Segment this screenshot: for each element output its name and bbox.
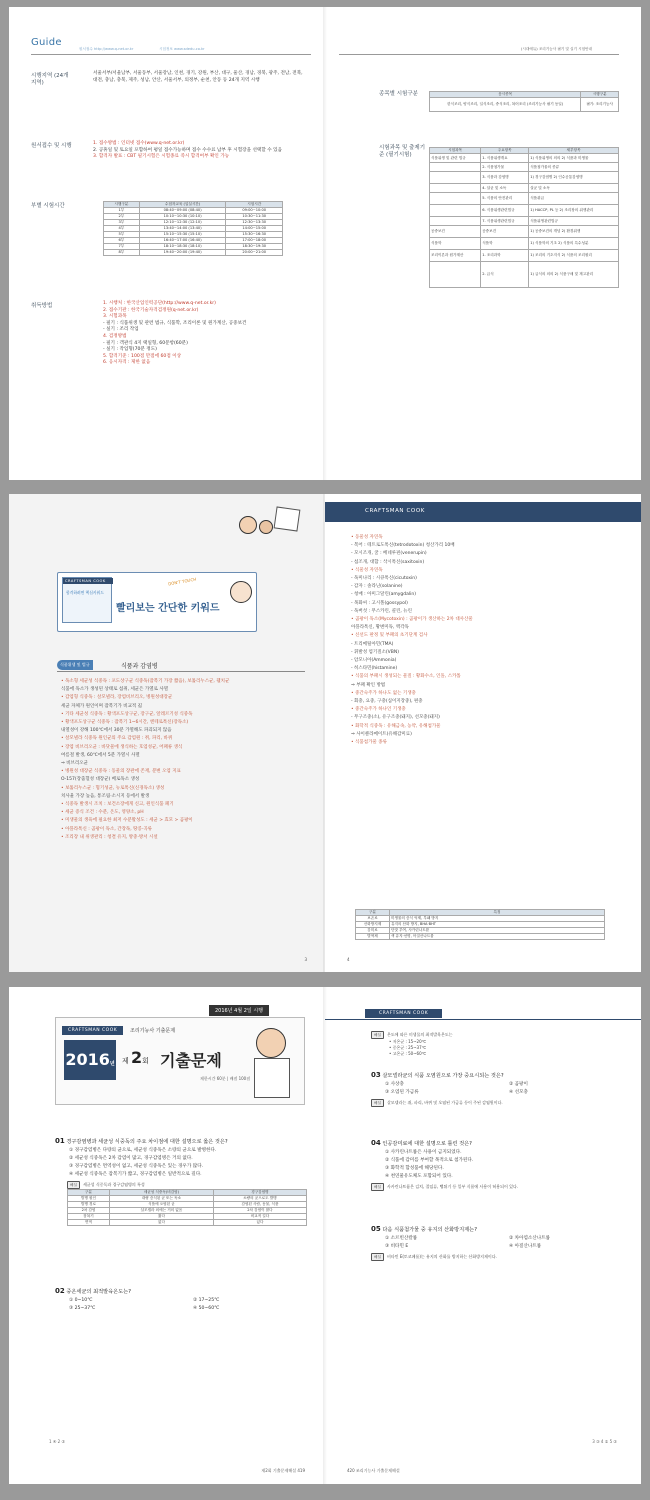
subj-cell: 7. 식품위생관련법규 [481, 217, 529, 226]
sched-cell: 5부 [104, 232, 140, 238]
sched-cell: 14:00~15:00 [226, 226, 283, 232]
page-number: 제2회 기출문제해설 419 [261, 1468, 305, 1473]
q4-option[interactable]: ② 식품에 감미를 부여할 목적으로 첨가된다. [385, 1158, 474, 1163]
acquire-label: 취득방법 [31, 303, 53, 309]
bullet-line: ⇒ 사이클라메이트(유해감미료) [351, 731, 412, 737]
acq-item: 2. 접수기관 : 한국기술자격검정원(q-net.or.kr) [103, 307, 199, 313]
q2-hint-line: • 중온균 : 25~37℃ [389, 1045, 427, 1050]
q1-option[interactable]: ③ 경구감염병은 면역성이 없고, 세균성 식중독은 있는 경우가 많다. [69, 1164, 204, 1169]
bullet-line: - 감자 : 솔라닌(solanine) [351, 584, 403, 590]
q2-option[interactable]: ④ 50~60℃ [193, 1306, 220, 1311]
field-head: 시행구분 [581, 92, 619, 98]
subj-cell: 2. 식품첨가물 [481, 163, 529, 172]
question-5 [371, 1225, 633, 1261]
cover-round-label [122, 1048, 149, 1067]
subj-cell: 공중보건 [481, 226, 529, 238]
bullet-line: • 장염 비브리오균 : 바닷물에 생식하는 호염성균, 어패류 생식 [61, 744, 183, 750]
q3-text: 살모넬라균의 식품 오염원으로 가장 중요시되는 것은? [382, 1073, 504, 1079]
additive-head: 특징 [390, 910, 605, 916]
left-bullet-list [61, 678, 307, 842]
question-2 [55, 1287, 317, 1313]
q3-option[interactable]: ② 곰팡이 [509, 1082, 528, 1087]
page-number: 3 [304, 957, 307, 962]
bullet-line: - 휘발성 염기질소(VBN) [351, 649, 399, 655]
sched-cell: 08:40~09:00 (08:40) [139, 208, 226, 214]
bullet-line: • 곰팡이 독소(Mycotoxin) : 곰팡이가 생산하는 2차 대사산물 [351, 617, 473, 623]
sched-cell: 13:40~14:00 (13:40) [139, 226, 226, 232]
q4-hint-text: 사카린나트륨은 김치, 절임류, 뻥튀기 등 일부 식품에 사용이 허용되어 있다. [386, 1184, 519, 1189]
q4-hint [371, 1183, 633, 1191]
sched-cell: 12:10~12:30 (12:10) [139, 220, 226, 226]
subj-cell: 식품취급 [529, 193, 619, 205]
q3-hint-text: 살모넬라는 쥐, 파리, 바퀴 및 오염된 가금류 등이 주된 감염원이다. [386, 1100, 503, 1105]
q1-option[interactable]: ① 경구감염병은 다량의 균으로, 세균성 식중독은 소량의 균으로 발병한다. [69, 1148, 217, 1153]
q3-options [371, 1081, 633, 1097]
acq-item: 5. 합격기준 : 100점 만점에 60점 이상 [103, 353, 182, 359]
sched-cell: 2부 [104, 214, 140, 220]
cover-meta: 제한시간 60분 | 배점 100점 [200, 1076, 251, 1081]
q1-cell: 2차 감염이 많다 [213, 1208, 306, 1214]
right-header-brand: CRAFTSMAN COOK [365, 1009, 442, 1018]
bullet-line: 치사율 가장 높음, 통조림·소시지 등에서 발생 [61, 793, 150, 799]
sched-cell: 10:10~10:30 (10:10) [139, 214, 226, 220]
sched-cell: 18:10~18:30 (18:10) [139, 244, 226, 250]
sched-head: 시험시간 [226, 202, 283, 208]
page-number: 4 [347, 957, 350, 962]
additive-head: 구분 [356, 910, 390, 916]
bullet-line: - 독버섯 : 무스카린, 콜린, 뉴린 [351, 608, 412, 614]
header-rule [31, 54, 311, 55]
subj-cell [430, 163, 481, 172]
bullet-line: • 아플라톡신 : 곰팡이 독소, 간장독, 땅콩·곡류 [61, 826, 152, 832]
schedule-table [103, 201, 283, 256]
q1-cell: 소량의 균으로도 발병 [213, 1196, 306, 1202]
q5-option[interactable]: ① 소르빈산칼륨 [385, 1236, 418, 1241]
q1-head: 경구감염병 [213, 1190, 306, 1196]
subj-cell [430, 193, 481, 205]
bullet-line: • 보툴리누스균 : 혐기성균, 뉴로톡신(신경독소) 생성 [61, 785, 165, 791]
sched-cell: 17:00~18:00 [226, 238, 283, 244]
answer-key-right: 3 ③ 4 ① 5 ③ [592, 1439, 617, 1444]
answer-key-left: 1 ④ 2 ③ [49, 1439, 66, 1444]
bullet-line: • 식중독 발생시 조치 : 보건소장에게 신고, 원인식품 폐기 [61, 802, 174, 808]
schedule-label: 부별 시험시간 [31, 203, 65, 209]
subj-cell: 1) 조리의 기초지식 2) 식품의 조리원리 [529, 250, 619, 262]
section-header [57, 660, 305, 672]
sched-cell: 6부 [104, 238, 140, 244]
bullet-line: • 황색포도상구균 식중독 : 잠복기 1~6시간, 엔테로톡신(장독소) [61, 720, 189, 726]
bullet-line: • 식품의 부패시 생성되는 물질 : 황화수소, 인돌, 스카톨 [351, 674, 461, 680]
q1-number: 01 [55, 1137, 65, 1145]
q5-hint [371, 1253, 633, 1261]
q4-option[interactable]: ③ 화학적 합성품에 해당된다. [385, 1166, 444, 1171]
bullet-line: • 독소형 세균성 식중독 : 포도상구균 식중독(잠복기 가장 짧음), 보툴리누스균, 웰치균 [61, 679, 230, 684]
bullet-line: 아플라톡신, 황변미독, 맥각독 [351, 625, 409, 631]
page-number: 420 조리기능사 기출문제해설 [347, 1468, 400, 1473]
cover-round: 2 [131, 1048, 143, 1067]
sched-cell: 16:40~17:00 (16:40) [139, 238, 226, 244]
cover-brand: CRAFTSMAN COOK [62, 1026, 123, 1035]
q1-cell: 짧다 [109, 1214, 213, 1220]
spread-keywords [9, 494, 641, 972]
question-3 [371, 1071, 633, 1107]
field-cell: 한식조리, 양식조리, 일식조리, 중식조리, 복어조리 (조리기능사 필기 동일) [430, 98, 581, 112]
additive-cell: 색 유지·선명, 아질산나트륨 [390, 934, 605, 940]
apply-item: 2. 공휴일 및 토요일 포함하여 평일 접수가능하며 접수 수수료 납부 후 시험장을 선택할 수 있음 [93, 147, 283, 153]
q4-options [371, 1149, 633, 1181]
q1-options [55, 1147, 317, 1179]
q1-table [67, 1189, 307, 1226]
field-table [429, 91, 619, 112]
acq-item: 6. 응시자격 : 제한 없음 [103, 360, 151, 366]
hint-tag: 해설 [371, 1253, 384, 1261]
bullet-line: - 청매 : 아미그달린(amygdalin) [351, 592, 416, 598]
q1-cell: 감염된 사람, 동물, 식품 [213, 1202, 306, 1208]
subj-head: 주요항목 [481, 148, 529, 154]
sched-cell: 12:30~13:30 [226, 220, 283, 226]
bullet-line: • 중간숙주가 하나도 없는 기생충 [351, 690, 416, 696]
sched-head: 시행구분 [104, 202, 140, 208]
q2-option[interactable]: ① 0~10℃ [69, 1298, 93, 1303]
right-bullet-list [351, 534, 623, 747]
acq-item: - 필기 : 객관식 4지 택일형, 60문항(60분) [103, 340, 188, 346]
bullet-line: ⇒ 비브리오균 [61, 761, 88, 767]
section-title: 식품과 감염병 [121, 663, 158, 670]
subj-cell: 5. 식품의 안전관리 [481, 193, 529, 205]
sched-head: 수험자교육 (입실시간) [139, 202, 226, 208]
bullet-line: • 병원성 대장균 식중독 : 동물의 장관에 존재, 분변 오염 지표 [61, 769, 181, 775]
cover-series: 조리기능사 기출문제 [130, 1028, 176, 1034]
subj-cell: 식품첨가물의 종류 [529, 163, 619, 172]
exam-date-badge: 2016년 4월 2일 시행 [209, 1005, 269, 1016]
additive-cell: 단맛 부여, 사카린나트륨 [390, 928, 605, 934]
subj-cell: 공중보건 [430, 226, 481, 238]
sched-cell: 15:30~16:30 [226, 232, 283, 238]
dont-touch-text: DON'T TOUCH [167, 576, 197, 587]
q1-option[interactable]: ④ 세균성 식중독은 잠복기가 짧고, 경구감염병은 일반적으로 길다. [69, 1172, 202, 1177]
bullet-line: 내열성이 강해 100℃에서 30분 가열해도 파괴되지 않음 [61, 728, 172, 734]
additive-cell: 보존료 [356, 916, 390, 922]
subj-head: 시험과목 [430, 148, 481, 154]
q1-hint-text: 세균성 식중독과 경구감염병의 특성 [82, 1182, 145, 1187]
bullet-line: • 조리장 내 위생관리 : 청결 유지, 방충·방서 시설 [61, 834, 158, 840]
cover-character [256, 1028, 286, 1058]
acquire-list [103, 301, 315, 367]
apply-label: 원서접수 및 시행 [31, 143, 72, 149]
bullet-line: - 트리메틸아민(TMA) [351, 641, 394, 647]
bullet-line: • 미생물의 생육에 필요한 최저 수분활성도 : 세균 > 효모 > 곰팡이 [61, 818, 193, 824]
subj-cell: 1. 조리과학 [481, 250, 529, 262]
sched-cell: 3부 [104, 220, 140, 226]
subject-table [429, 147, 619, 288]
sched-cell: 15:10~15:30 (15:10) [139, 232, 226, 238]
subject-label: 시험과목 및 출제기준 (필기시험) [379, 145, 426, 158]
teacher-avatar [230, 581, 252, 603]
cover-year: 2016 [65, 1050, 110, 1069]
additive-cell: 발색제 [356, 934, 390, 940]
subj-cell: 식품위생관련법규 [529, 217, 619, 226]
guide-title: Guide [31, 37, 62, 48]
subj-cell [430, 205, 481, 217]
character-avatar [259, 520, 273, 534]
field-cell: 필기: 조리기능사 [581, 98, 619, 112]
bullet-line: • 감염형 식중독 : 살모넬라, 장염비브리오, 병원성대장균 [61, 695, 173, 701]
question-4 [371, 1139, 633, 1191]
page-left-guide [9, 7, 325, 480]
q1-head: 구분 [68, 1190, 110, 1196]
subj-cell: 살균 및 소독 [529, 184, 619, 193]
q1-head: 세균성 식중독(비감염) [109, 1190, 213, 1196]
q3-number: 03 [371, 1071, 381, 1079]
page-right-exam [325, 987, 641, 1484]
q5-option[interactable]: ② 차아염소산나트륨 [509, 1236, 551, 1241]
q5-option[interactable]: ④ 아질산나트륨 [509, 1244, 542, 1249]
keyword-title: 빨리보는 간단한 키워드 [116, 603, 220, 614]
sched-cell: 09:00~10:00 [226, 208, 283, 214]
q2-number: 02 [55, 1287, 65, 1295]
q3-option[interactable]: ① 사상충 [385, 1082, 404, 1087]
bullet-line: • 중간숙주가 하나인 기생충 [351, 707, 406, 713]
page-right-keywords [325, 494, 641, 972]
box-subtitle: 합격하려면 핵심키워드 [66, 590, 104, 595]
spread-guide [9, 7, 641, 480]
bullet-line: ⇒ 부패 확인 방법 [351, 682, 386, 688]
box-title: CRAFTSMAN COOK [63, 578, 113, 584]
sched-cell: 4부 [104, 226, 140, 232]
q1-cell: 2차 감염 [68, 1208, 110, 1214]
subj-cell [430, 262, 481, 288]
subj-cell: 1) 식품학의 기초 2) 식품의 특수성분 [529, 238, 619, 250]
sched-cell: 8부 [104, 250, 140, 256]
q2-text: 중온세균의 최적발육온도는? [66, 1289, 131, 1295]
q1-cell: 면역 [68, 1220, 110, 1226]
q4-option[interactable]: ① 사카린나트륨은 사용이 금지되었다. [385, 1150, 462, 1155]
q1-cell: 살모넬라 외에는 거의 없음 [109, 1208, 213, 1214]
apply-item: 3. 합격자 발표 : CBT 필기시험은 시험종료 즉시 합격여부 확인 가능 [93, 154, 230, 160]
acq-item: - 실기 : 조리 작업 [103, 327, 139, 333]
subj-cell: 식품학 [430, 238, 481, 250]
bullet-line: - 무구조충(소), 유구조충(돼지), 선모충(돼지) [351, 715, 440, 721]
page-left-exam [9, 987, 325, 1484]
subj-cell: 1) 경구감염병 2) 인수공통감염병 [529, 172, 619, 184]
q3-option[interactable]: ③ 오염된 가금류 [385, 1090, 419, 1095]
q4-number: 04 [371, 1139, 381, 1147]
subj-cell: 식품학 [481, 238, 529, 250]
header-rule [325, 1019, 641, 1020]
sched-cell: 19:40~20:00 (19:40) [139, 250, 226, 256]
q1-option[interactable]: ② 세균성 식중독은 2차 감염이 많고, 경구감염병은 거의 없다. [69, 1156, 193, 1161]
subj-cell: 6. 식품위생관련법규 [481, 205, 529, 217]
banner-title: CRAFTSMAN COOK [365, 508, 425, 514]
bullet-line: - 섭조개, 대합 : 삭시톡신(saxitoxin) [351, 559, 425, 565]
subj-cell: 1) 공중보건의 개념 2) 환경위생 [529, 226, 619, 238]
q2-hint-line: • 저온균 : 15~20℃ [389, 1039, 427, 1044]
bullet-line: 세균 자체가 원인이며 잠복기가 비교적 긺 [61, 703, 143, 709]
cover-hoe: 회 [142, 1057, 149, 1065]
bullet-line: • 살모넬라 식중독 원인균의 주요 감염원 : 쥐, 파리, 바퀴 [61, 736, 173, 742]
bullet-line: • 식물성 자연독 [351, 567, 383, 573]
subj-cell: 1) 식품위생의 의의 2) 식품과 미생물 [529, 154, 619, 163]
additive-table [355, 909, 605, 940]
sched-cell: 18:30~19:30 [226, 244, 283, 250]
bullet-line: O-157(장출혈성 대장균) 베로독소 생성 [61, 777, 140, 783]
q1-cell: 비교적 길다 [213, 1214, 306, 1220]
q1-cell: 있다 [213, 1220, 306, 1226]
section-tag: 식품위생 및 법규 [57, 660, 93, 670]
header-rule-right [339, 54, 619, 55]
cover-year-suffix: 년 [109, 1061, 115, 1067]
bullet-line: - 목화씨 : 고시폴(gossypol) [351, 600, 408, 606]
spread-exam [9, 987, 641, 1484]
sched-cell: 20:00~21:00 [226, 250, 283, 256]
subj-cell: 식품위생 및 관련 법규 [430, 154, 481, 163]
q2-options [55, 1297, 317, 1313]
additive-cell: 미생물의 증식 억제, 부패 방지 [390, 916, 605, 922]
cover-character-body [254, 1058, 290, 1098]
bullet-line: • 화학적 식중독 : 유해금속, 농약, 유해첨가물 [351, 723, 441, 729]
additive-cell: 감미료 [356, 928, 390, 934]
bullet-line: - 히스타민(histamine) [351, 666, 398, 672]
q5-hint-text: 비타민 E(토코페롤)는 유지의 산화를 방지하는 산화방지제이다. [386, 1254, 497, 1259]
acq-item: 3. 시험과목 [103, 314, 127, 320]
q5-options [371, 1235, 633, 1251]
bullet-line: 식품에 독소가 생성된 상태로 섭취, 세균은 가열로 사멸 [61, 687, 169, 693]
question-1 [55, 1137, 317, 1226]
hint-tag: 해설 [67, 1181, 80, 1189]
subj-cell: 2. 급식 [481, 262, 529, 288]
sched-cell: 1부 [104, 208, 140, 214]
hint-tag: 해설 [371, 1031, 384, 1039]
subj-cell [430, 217, 481, 226]
subj-cell [430, 172, 481, 184]
page-right-guide [325, 7, 641, 480]
field-label: 종목별 시험구분 [379, 91, 418, 97]
q2-option[interactable]: ③ 25~37℃ [69, 1306, 96, 1311]
subj-cell: 조리이론과 원가계산 [430, 250, 481, 262]
q2-hint [371, 1031, 621, 1057]
subj-cell: 1) 급식의 의의 2) 식품구매 및 재고관리 [529, 262, 619, 288]
q1-cell: 잠복기 [68, 1214, 110, 1220]
q1-hint [55, 1181, 317, 1189]
q2-hint-line: 온도에 따른 미생물의 최적발육온도는 [386, 1032, 453, 1037]
hint-tag: 해설 [371, 1183, 384, 1191]
acq-item: 1. 시행처 : 한국산업인력공단(http://www.q-net.or.kr) [103, 301, 216, 306]
q4-option[interactable]: ④ 천연물유도체도 포함되어 있다. [385, 1174, 453, 1179]
bullet-line: - 모시조개, 굴 : 베네루핀(venerupin) [351, 551, 427, 557]
q1-cell: 발병 경로 [68, 1202, 110, 1208]
acq-item: - 실기 : 작업형(70분 정도) [103, 347, 157, 353]
page-left-keywords [9, 494, 325, 972]
note-icon [274, 506, 301, 531]
character-avatar [239, 516, 257, 534]
q1-cell: 발병 원인 [68, 1196, 110, 1202]
bullet-line: - 독미나리 : 시큐톡신(cicutoxin) [351, 576, 417, 582]
cover-je: 제 [122, 1057, 129, 1065]
field-head: 응시종목 [430, 92, 581, 98]
bullet-line: • 신선도 판정 및 부패의 초기단계 검사 [351, 633, 428, 639]
q1-text: 경구감염병과 세균성 식중독의 주요 차이점에 대한 설명으로 옳은 것은? [66, 1139, 228, 1145]
q2-hint-line: • 고온균 : 50~60℃ [389, 1051, 427, 1056]
q3-option[interactable]: ④ 선모충 [509, 1090, 528, 1095]
region-label: 시행지역 (24개 지역) [31, 73, 69, 86]
q2-option[interactable]: ② 17~25℃ [193, 1298, 220, 1303]
bullet-line: • 기타 세균성 식중독 : 황색포도상구균, 장구균, 알레르기성 식중독 [61, 711, 193, 717]
q5-option[interactable]: ③ 비타민 E [385, 1244, 409, 1249]
box-card [62, 577, 112, 623]
q5-number: 05 [371, 1225, 381, 1233]
acq-item: 4. 검정방법 [103, 333, 127, 339]
sched-cell: 10:30~11:30 [226, 214, 283, 220]
sched-cell: 7부 [104, 244, 140, 250]
region-text: 서울서부/서울남부, 서울동부, 서울강남, 인천, 경기, 강원, 부산, 대구, 울산, 경남, 경북, 광주, 전남, 전북, 대전, 충남, 충북, 제주, 성남, 안산, 서울서부, 의정부, 순천, 안동 등 24개 지역 시행 [93, 71, 303, 83]
additive-cell: 산화방지제 [356, 922, 390, 928]
bullet-line: - 회충, 요충, 구충(십이지장충), 편충 [351, 699, 423, 705]
bullet-line: • 동물성 자연독 [351, 535, 383, 540]
q1-cell: 식품에 오염된 균 [109, 1202, 213, 1208]
q1-cell: 없다 [109, 1220, 213, 1226]
additive-cell: 유지의 산화 방지, BHA·BHT [390, 922, 605, 928]
subj-cell: 1) HACCP, PL 등 2) 조리장의 위생관리 [529, 205, 619, 217]
keyword-box [57, 572, 257, 632]
hint-tag: 해설 [371, 1099, 384, 1107]
subj-head: 세부항목 [529, 148, 619, 154]
subj-cell: 4. 살균 및 소독 [481, 184, 529, 193]
q1-cell: 대량 증식된 균 또는 독소 [109, 1196, 213, 1202]
subj-cell: 3. 식품과 감염병 [481, 172, 529, 184]
cover-title: 기출문제 [160, 1051, 222, 1070]
bullet-line: • 세균 증식 조건 : 수분, 온도, 영양소, pH [61, 810, 144, 816]
bullet-line: - 암모니아(Ammonia) [351, 658, 397, 664]
header-link-qnet[interactable]: 원서접수 http://www.q-net.or.kr [79, 47, 134, 51]
subj-cell: 1. 식품위생개요 [481, 154, 529, 163]
header-link-sdedu[interactable]: 시험정보 www.sdedu.co.kr [159, 47, 205, 51]
bullet-line: • 식품첨가물 종류 [351, 740, 387, 746]
q3-hint [371, 1099, 633, 1107]
top-banner [325, 502, 641, 522]
cover-box [55, 1017, 305, 1105]
bullet-line: - 복어 : 테트로도톡신(tetrodotoxin) 청산가리 10배 [351, 543, 455, 549]
apply-item: 1. 접수방법 : 인터넷 접수(www.q-net.or.kr) [93, 141, 185, 146]
subj-cell [430, 184, 481, 193]
cover-year-box [64, 1040, 116, 1080]
acq-item: - 필기 : 식품위생 및 관련 법규, 식품학, 조리이론 및 원가계산, 공중보건 [103, 320, 247, 326]
apply-list [93, 141, 305, 161]
q5-text: 다음 식품첨가물 중 유지의 산화방지제는? [382, 1227, 477, 1233]
q4-text: 인공감미료에 대한 설명으로 틀린 것은? [382, 1141, 472, 1147]
header-right-text: (시대에듀) 조리기능사 필기 및 실기 시험안내 [521, 47, 593, 51]
bullet-line: 여름철 발생, 60℃에서 5분 가열시 사멸 [61, 752, 140, 758]
